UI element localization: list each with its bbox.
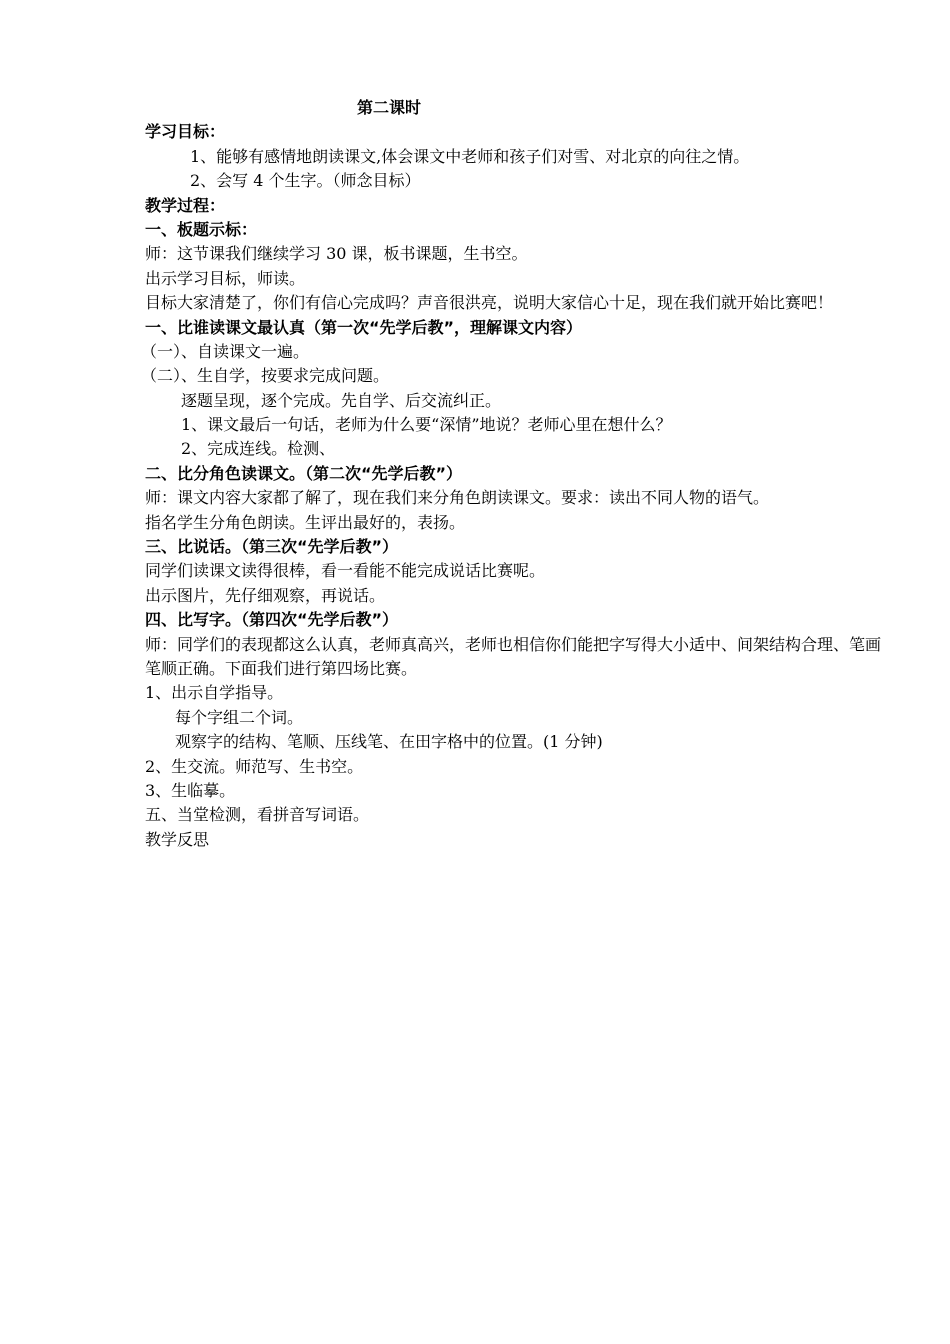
reflection-label: 教学反思 bbox=[145, 829, 210, 849]
section-3-paragraph: 指名学生分角色朗读。生评出最好的，表扬。 bbox=[145, 512, 466, 532]
section-5-paragraph: 2、生交流。师范写、生书空。 bbox=[145, 756, 364, 776]
section-6-heading: 五、当堂检测，看拼音写词语。 bbox=[145, 805, 370, 825]
section-4-paragraph: 出示图片，先仔细观察，再说话。 bbox=[145, 585, 386, 605]
section-2-paragraph: 逐题呈现，逐个完成。先自学、后交流纠正。 bbox=[181, 390, 502, 410]
section-2-paragraph: （一）、自读课文一遍。 bbox=[141, 341, 310, 361]
section-3-heading: 二、比分角色读课文。（第二次“先学后教”） bbox=[145, 463, 463, 483]
section-4-paragraph: 同学们读课文读得很棒，看一看能不能完成说话比赛呢。 bbox=[145, 561, 546, 581]
section-2-heading: 一、比谁读课文最认真（第一次“先学后教”，理解课文内容） bbox=[145, 317, 583, 337]
section-2-paragraph: 2、完成连线。检测、 bbox=[181, 439, 336, 459]
section-5-paragraph: 师：同学们的表现都这么认真，老师真高兴，老师也相信你们能把字写得大小适中、间架结构合理、笔画笔顺正确。下面我们进行第四场比赛。 bbox=[145, 634, 882, 679]
goal-item-2: 2、会写 4 个生字。（师念目标） bbox=[190, 171, 421, 191]
section-1-paragraph: 师：这节课我们继续学习 30 课，板书课题，生书空。 bbox=[145, 244, 528, 264]
section-4-heading: 三、比说话。（第三次“先学后教”） bbox=[145, 537, 399, 557]
section-2-paragraph: （二）、生自学，按要求完成问题。 bbox=[141, 366, 390, 386]
section-5-paragraph: 每个字组二个词。 bbox=[175, 707, 304, 727]
section-1-heading: 一、板题示标： bbox=[145, 219, 258, 239]
page-title: 第二课时 bbox=[357, 98, 422, 117]
process-heading: 教学过程： bbox=[145, 195, 226, 215]
section-3-paragraph: 师：课文内容大家都了解了，现在我们来分角色朗读课文。要求：读出不同人物的语气。 bbox=[145, 488, 770, 508]
document-page bbox=[141, 96, 885, 852]
goals-heading: 学习目标： bbox=[145, 122, 226, 142]
section-1-paragraph: 出示学习目标，师读。 bbox=[145, 268, 306, 288]
section-5-paragraph: 1、出示自学指导。 bbox=[145, 683, 284, 703]
section-5-paragraph: 3、生临摹。 bbox=[145, 780, 236, 800]
goal-item-1: 1、能够有感情地朗读课文,体会课文中老师和孩子们对雪、对北京的向往之情。 bbox=[190, 146, 750, 166]
section-1-paragraph: 目标大家清楚了，你们有信心完成吗？声音很洪亮，说明大家信心十足，现在我们就开始比赛吧！ bbox=[145, 293, 834, 313]
section-2-paragraph: 1、课文最后一句话，老师为什么要“深情”地说？老师心里在想什么？ bbox=[181, 415, 672, 435]
section-5-paragraph: 观察字的结构、笔顺、压线笔、在田字格中的位置。(1 分钟) bbox=[175, 732, 603, 752]
section-5-heading: 四、比写字。（第四次“先学后教”） bbox=[145, 610, 399, 630]
